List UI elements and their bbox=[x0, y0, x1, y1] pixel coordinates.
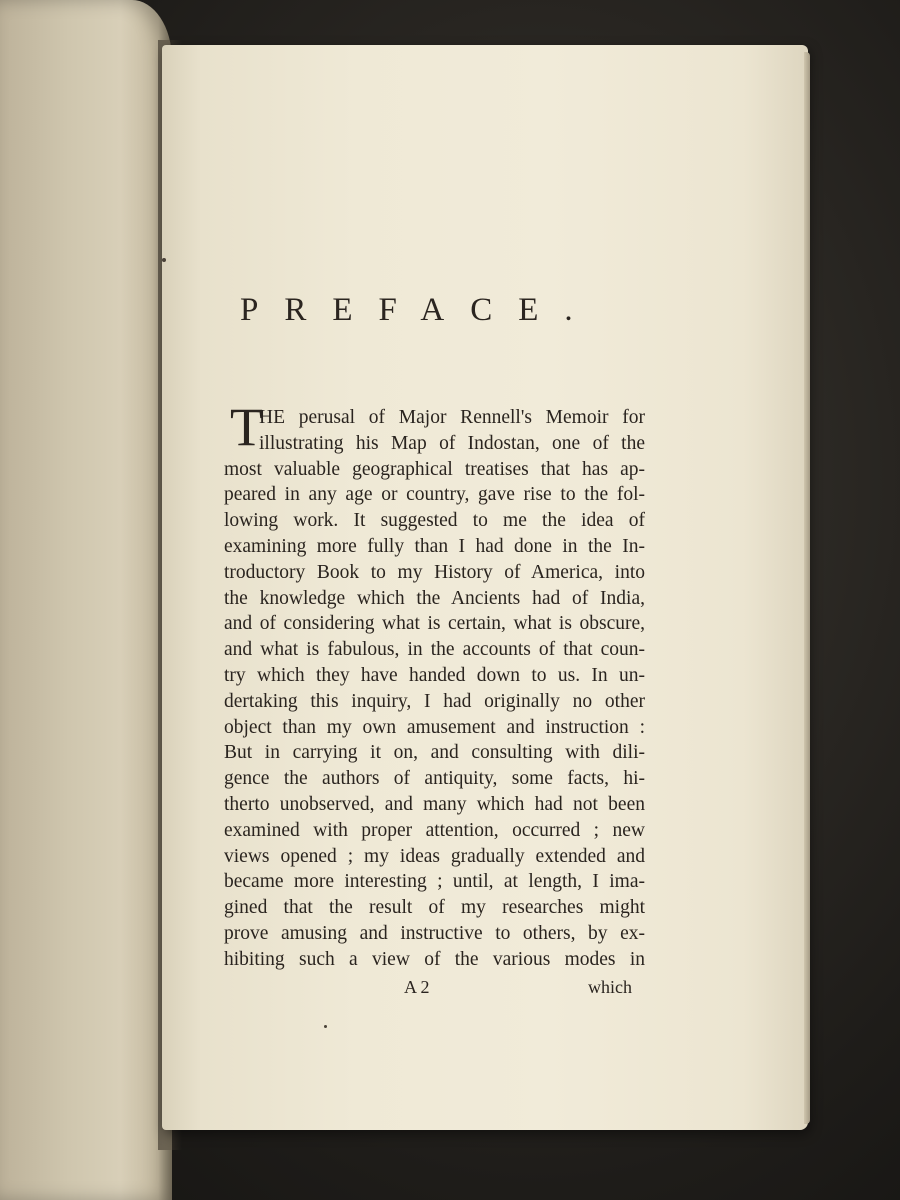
text-line: examining more fully than I had done in the In- bbox=[224, 535, 645, 557]
left-page bbox=[0, 0, 172, 1200]
text-line: illustrating his Map of Indostan, one of the bbox=[259, 432, 645, 454]
text-line: peared in any age or country, gave rise to the fol- bbox=[224, 484, 645, 506]
text-line: gined that the result of my researches might bbox=[224, 897, 645, 919]
text-line: most valuable geographical treatises that has ap- bbox=[224, 458, 645, 480]
signature-mark: A 2 bbox=[404, 977, 430, 997]
text-line: troductory Book to my History of America, into bbox=[224, 561, 645, 583]
text-line: hibiting such a view of the various modes in bbox=[224, 948, 645, 970]
drop-cap: T bbox=[230, 397, 263, 457]
text-line: and of considering what is certain, what is obscure, bbox=[224, 613, 645, 635]
text-line: prove amusing and instructive to others, by ex- bbox=[224, 922, 645, 944]
text-line: became more interesting ; until, at length, I ima- bbox=[224, 871, 645, 893]
text-line: dertaking this inquiry, I had originally no other bbox=[224, 690, 645, 712]
text-line: examined with proper attention, occurred ; new bbox=[224, 819, 645, 841]
paper-speck bbox=[324, 1025, 327, 1028]
text-line: therto unobserved, and many which had not been bbox=[224, 793, 645, 815]
text-line: lowing work. It suggested to me the idea of bbox=[224, 510, 645, 532]
text-line: try which they have handed down to us. In un- bbox=[224, 664, 645, 686]
text-line: HE perusal of Major Rennell's Memoir for bbox=[259, 407, 645, 428]
body-text bbox=[224, 405, 645, 973]
paper-speck bbox=[162, 258, 166, 262]
text-line: gence the authors of antiquity, some facts, hi- bbox=[224, 768, 645, 790]
text-line: views opened ; my ideas gradually extended and bbox=[224, 845, 645, 867]
text-line: and what is fabulous, in the accounts of that coun- bbox=[224, 639, 645, 661]
page-edge bbox=[804, 52, 810, 1124]
text-line: But in carrying it on, and consulting with dili- bbox=[224, 742, 645, 764]
catchword: which bbox=[588, 977, 632, 997]
text-line: the knowledge which the Ancients had of India, bbox=[224, 587, 645, 609]
text-line: object than my own amusement and instruction : bbox=[224, 716, 645, 738]
page-title: PREFACE. bbox=[240, 292, 599, 328]
